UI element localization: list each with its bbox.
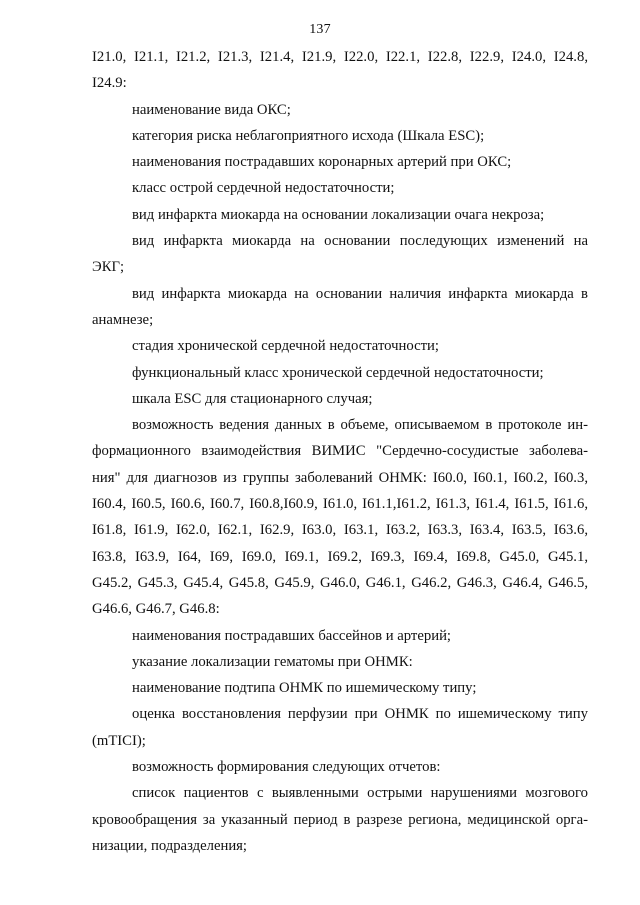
text-line: анамнезе; [92,311,154,328]
text-line: G46.6, G46.7, G46.8: [92,601,220,618]
text-line: наименования пострадавших бассейнов и артерий; [132,627,452,644]
text-line: низации, подразделения; [92,837,248,854]
text-line: I24.9: [92,75,127,92]
text-line: наименование подтипа ОНМК по ишемическому типу; [132,680,477,697]
page-number: 137 [309,22,331,37]
text-line: I61.8, I61.9, I62.0, I62.1, I62.9, I63.0, I63.1, I63.2, I63.3, I63.4, I63.5, I63.6, [92,522,588,539]
text-line: шкала ESC для стационарного случая; [132,390,373,407]
text-line: список пациентов с выявленными острыми нарушениями мозгового [132,785,588,802]
text-line: вид инфаркта миокарда на основании последующих изменений на [132,233,588,250]
text-line: вид инфаркта миокарда на основании наличия инфаркта миокарда в [132,285,588,302]
text-line: возможность ведения данных в объеме, описываемом в протоколе ин- [132,417,588,434]
text-line: функциональный класс хронической сердечной недостаточности; [132,364,544,381]
text-line: I60.4, I60.5, I60.6, I60.7, I60.8,I60.9, I61.0, I61.1,I61.2, I61.3, I61.4, I61.5, I61.6, [92,496,588,513]
text-line: (mTICI); [92,732,146,749]
text-line: ния" для диагнозов из группы заболеваний ОНМК: I60.0, I60.1, I60.2, I60.3, [92,469,588,486]
text-line: категория риска неблагоприятного исхода (Шкала ESC); [132,127,485,144]
text-line: оценка восстановления перфузии при ОНМК по ишемическому типу [132,706,588,723]
text-line: G45.2, G45.3, G45.4, G45.8, G45.9, G46.0, G46.1, G46.2, G46.3, G46.4, G46.5, [92,574,588,591]
text-line: ЭКГ; [92,259,125,276]
document-body [92,44,588,859]
text-line: кровообращения за указанный период в разрезе региона, медицинской орга- [92,811,588,828]
text-line: стадия хронической сердечной недостаточности; [132,338,439,355]
text-line: класс острой сердечной недостаточности; [132,180,395,197]
text-line: возможность формирования следующих отчетов: [132,759,441,776]
text-line: указание локализации гематомы при ОНМК: [132,653,413,670]
text-line: I63.8, I63.9, I64, I69, I69.0, I69.1, I69.2, I69.3, I69.4, I69.8, G45.0, G45.1, [92,548,588,565]
text-line: I21.0, I21.1, I21.2, I21.3, I21.4, I21.9, I22.0, I22.1, I22.8, I22.9, I24.0, I24.8, [92,49,588,65]
text-line: наименование вида ОКС; [132,101,291,118]
text-line: наименования пострадавших коронарных артерий при ОКС; [132,154,512,171]
text-line: формационного взаимодействия ВИМИС "Сердечно-сосудистые заболева- [92,443,588,460]
text-line: вид инфаркта миокарда на основании локализации очага некроза; [132,206,545,223]
